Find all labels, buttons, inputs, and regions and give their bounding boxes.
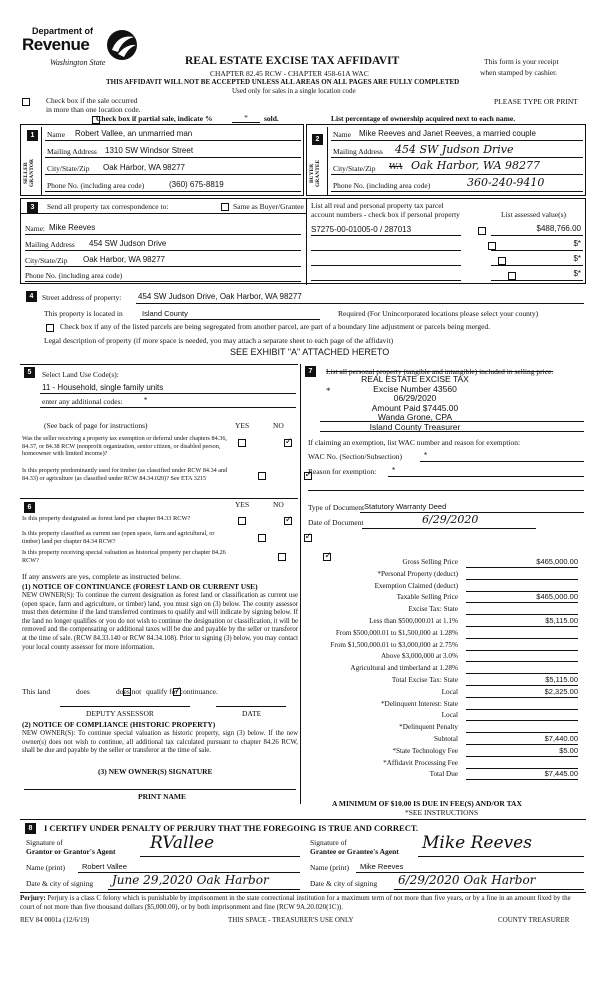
form-warning: THIS AFFIDAVIT WILL NOT BE ACCEPTED UNLESS ALL AREAS ON ALL PAGES ARE FULLY COMPLETED <box>106 78 460 86</box>
stamp-line-1: REAL ESTATE EXCISE TAX <box>361 374 469 384</box>
section-5 <box>20 364 298 498</box>
tax-row-label: Total Due <box>429 770 458 779</box>
tax-row-value[interactable] <box>466 581 578 592</box>
county-treasurer: COUNTY TREASURER <box>498 916 570 924</box>
stamp-line-2: Excise Number 43560 <box>373 383 457 394</box>
parcel-personal-checkbox-1[interactable] <box>478 227 486 235</box>
seller-side-label: SELLER GRANTOR <box>23 159 35 188</box>
legal-label: Legal description of property (if more space is needed, you may attach a separate sheet to each page of the affidavit) <box>44 336 394 345</box>
tax-row-value[interactable] <box>466 663 578 674</box>
tax-row-value[interactable] <box>466 628 578 639</box>
doc-date-label: Date of Document <box>308 518 364 527</box>
tax-row-value[interactable]: $7,445.00 <box>466 769 578 780</box>
reason[interactable]: * <box>392 466 396 475</box>
notice1-text: NEW OWNER(S): To continue the current designation as forest land or classification as current use (open space, farm and agriculture, or timber) land, you must sign on (3) below. The county assessor must then determine if the land transferred continues to qualify and will indicate by signing below. If the land no longer qualifies or you do not wish to continue the designation or classification, it will be removed and the compensating or additional taxes will be due and payable by the seller or transferor at the time of sale. (RCW 84.33.140 or RCW 84.34.108). Prior to signing (3) below, you may contact your local county assessor for more information. <box>22 592 298 651</box>
parcel-value-2[interactable]: $* <box>573 239 581 248</box>
deputy-assessor-label: DEPUTY ASSESSOR <box>86 709 154 718</box>
corr-address[interactable]: 454 SW Judson Drive <box>89 239 167 248</box>
receipt-note-2: when stamped by cashier. <box>480 68 558 77</box>
buyer-city-struck: WA <box>389 162 403 171</box>
tax-row-value[interactable]: $5,115.00 <box>466 675 578 686</box>
section-6 <box>20 498 300 803</box>
print-name-label: PRINT NAME <box>138 792 186 801</box>
parcel-account-1[interactable]: S7275-00-01005-0 / 287013 <box>311 225 412 234</box>
land-use-code[interactable]: 11 - Household, single family units <box>42 383 164 392</box>
correspondence-label: Send all property tax correspondence to: <box>47 202 169 211</box>
tax-row-value[interactable] <box>466 604 578 615</box>
grantee-sig-label-1: Signature of <box>310 838 347 847</box>
section-4 <box>20 288 586 360</box>
corr-city-label: City/State/Zip <box>25 256 68 265</box>
receipt-note-1: This form is your receipt <box>484 57 559 66</box>
form-title: REAL ESTATE EXCISE TAX AFFIDAVIT <box>185 55 400 67</box>
notice2-title: (2) NOTICE OF COMPLIANCE (HISTORIC PROPERTY) <box>22 720 216 729</box>
buyer-phone-label: Phone No. (including area code) <box>333 181 431 190</box>
s6-q3: Is this property receiving special valuation as historical property per chapter 84.26 RCW? <box>22 549 226 564</box>
tax-row-label: Subtotal <box>434 735 458 743</box>
section-8-number: 8 <box>25 823 36 834</box>
land-use-label: Select Land Use Code(s): <box>42 370 119 379</box>
exemption-label: If claiming an exemption, list WAC number and reason for exemption: <box>308 438 521 447</box>
tax-row-label: *Affidavit Processing Fee <box>383 758 458 767</box>
tax-row-label: Exemption Claimed (deduct) <box>374 581 458 590</box>
ownership-pct-note: List percentage of ownership acquired next to each name. <box>331 114 516 123</box>
dor-swirl-icon <box>104 28 140 62</box>
section-7 <box>300 364 586 524</box>
legal-description[interactable]: SEE EXHIBIT "A" ATTACHED HERETO <box>230 347 390 357</box>
s5-q1: Was the seller receiving a property tax exemption or deferral under chapters 84.36, 84.37, or 84.38 RCW (nonprofit organization, senior citizen, or disabled person, homeowner with limited income)? <box>22 435 227 458</box>
section-4-number: 4 <box>26 291 37 302</box>
located-label: This property is located in <box>44 309 123 318</box>
tax-row-label: From $1,500,000.01 to $3,000,000 at 2.75% <box>330 640 458 649</box>
qualify-label: qualify for continuance. <box>146 687 218 696</box>
does-not-label: does not <box>116 687 142 696</box>
certify-statement: I CERTIFY UNDER PENALTY OF PERJURY THAT THE FOREGOING IS TRUE AND CORRECT. <box>44 823 419 833</box>
tax-row-value[interactable] <box>466 758 578 769</box>
tax-row-value[interactable] <box>466 722 578 733</box>
tax-row-label: Gross Selling Price <box>402 558 458 566</box>
doc-type-label: Type of Document <box>308 503 365 512</box>
s6-q1-no[interactable] <box>284 517 292 525</box>
s6-q3-yes[interactable] <box>278 553 286 561</box>
grantee-signature[interactable]: Mike Reeves <box>422 833 532 853</box>
see-instructions: *SEE INSTRUCTIONS <box>405 808 479 817</box>
corr-address-label: Mailing Address <box>25 240 75 249</box>
dept-of: Department of <box>32 26 94 36</box>
assessed-header: List assessed value(s) <box>501 210 566 219</box>
buyer-section <box>306 124 586 196</box>
tax-row-label: Above $3,000,000 at 3.0% <box>380 652 458 661</box>
street-address[interactable]: 454 SW Judson Drive, Oak Harbor, WA 98277 <box>138 292 302 301</box>
partial-sale-percent[interactable]: * <box>232 113 260 123</box>
same-as-buyer-checkbox[interactable] <box>221 203 229 211</box>
section-5-number: 5 <box>24 367 35 378</box>
county-required-note: Required (For Unincorporated locations please select your county) <box>338 309 539 318</box>
tax-row-value[interactable]: $2,325.00 <box>466 687 578 698</box>
parcels-header-2: account numbers - check box if personal property <box>311 210 460 219</box>
additional-codes[interactable]: * <box>144 396 148 405</box>
stamp-line-5: Wanda Grone, CPA <box>377 412 453 422</box>
grantee-sig-label-2: Grantee or Grantee's Agent <box>310 847 399 856</box>
seller-phone-label: Phone No. (including area code) <box>47 181 145 190</box>
corr-name[interactable]: Mike Reeves <box>49 223 96 232</box>
tax-row-value[interactable] <box>466 651 578 662</box>
grantor-sig-label-2: Grantor or Grantor's Agent <box>26 847 116 856</box>
s5-yes-header: YES <box>235 421 250 430</box>
washington-state: Washington State <box>50 58 106 67</box>
grantee-date-city[interactable]: 6/29/2020 Oak Harbor <box>398 873 536 887</box>
tax-row-value[interactable] <box>466 640 578 651</box>
form-chapter: CHAPTER 82.45 RCW - CHAPTER 458-61A WAC <box>210 69 369 78</box>
seller-city[interactable]: Oak Harbor, WA 98277 <box>103 163 185 172</box>
sold-label: sold. <box>264 114 279 123</box>
please-type: PLEASE TYPE OR PRINT <box>494 97 578 106</box>
buyer-phone[interactable]: 360-240-9410 <box>467 176 545 189</box>
doc-date[interactable]: 6/29/2020 <box>422 513 479 526</box>
s5-no-header: NO <box>273 421 284 430</box>
tax-row-label: *State Technology Fee <box>392 746 458 755</box>
s5-q2-yes[interactable] <box>258 472 266 480</box>
s5-q1-yes[interactable] <box>238 439 246 447</box>
tax-row-value[interactable]: $7,440.00 <box>466 734 578 745</box>
parcel-value-3[interactable]: $* <box>573 254 581 263</box>
grantee-date-label: Date & city of signing <box>310 879 378 888</box>
s5-q1-no[interactable] <box>284 439 292 447</box>
section-6-number: 6 <box>24 502 35 513</box>
dor-logo <box>20 24 140 72</box>
tax-row-label: Agricultural and timberland at 1.28% <box>350 664 458 673</box>
section-3-number: 3 <box>27 202 38 213</box>
seller-city-label: City/State/Zip <box>47 164 90 173</box>
buyer-address-label: Mailing Address <box>333 147 383 156</box>
s5-q2: Is this property predominantly used for timber (as classified under RCW 84.34 and 84.33) or agriculture (as classified under RCW 84.34.020)? See ETA 3215 <box>22 467 228 482</box>
stamp-line-6: Island County Treasurer <box>369 421 461 432</box>
perjury-text: Perjury is a class C felony which is punishable by imprisonment in the state correctional institution for a maximum term of not more than five years, or by a fine in an amount fixed by the court of not more than five thousand dollars ($5,000.00), or by both imprisonment and fine (RCW 9A.20.020(1C)). <box>20 894 571 911</box>
tax-calculation <box>300 558 586 788</box>
correspondence-section <box>20 198 586 284</box>
tax-row-label: Taxable Selling Price <box>396 593 458 602</box>
wac-number[interactable]: * <box>424 451 428 460</box>
multi-location-checkbox[interactable] <box>22 98 30 106</box>
grantor-sig-label-1: Signature of <box>26 838 63 847</box>
perjury-label: Perjury: <box>20 894 46 902</box>
seller-section <box>20 124 304 196</box>
county[interactable]: Island County <box>142 309 188 318</box>
seller-address-label: Mailing Address <box>47 147 97 156</box>
new-owner-sig-label: (3) NEW OWNER(S) SIGNATURE <box>98 767 213 776</box>
tax-row-label: Excise Tax: State <box>408 605 458 614</box>
multi-location-label-1: Check box if the sale occurred <box>46 96 138 105</box>
buyer-address[interactable]: 454 SW Judson Drive <box>395 143 514 156</box>
tax-row-value[interactable] <box>466 710 578 721</box>
form-number: REV 84 0001a (12/6/19) <box>20 916 90 924</box>
tax-row-value[interactable]: $465,000.00 <box>466 557 578 568</box>
seller-phone[interactable]: (360) 675-8819 <box>169 180 224 189</box>
tax-row-label: Less than $500,000.01 at 1.1% <box>369 617 458 625</box>
excise-stamp <box>340 375 490 432</box>
notice1-title: (1) NOTICE OF CONTINUANCE (FOREST LAND OR CURRENT USE) <box>22 582 258 591</box>
grantor-date-label: Date & city of signing <box>26 879 94 888</box>
single-location-note: Used only for sales in a single location code <box>232 87 356 95</box>
buyer-name[interactable]: Mike Reeves and Janet Reeves, a married couple <box>359 129 536 138</box>
corr-name-label: Name: <box>25 224 45 233</box>
stamp-line-3: 06/29/2020 <box>393 393 437 403</box>
buyer-city-label: City/State/Zip <box>333 164 376 173</box>
personal-property-label: List all personal property (tangible and intangible) included in selling price. <box>326 367 554 376</box>
tax-row-value[interactable] <box>466 569 578 580</box>
buyer-side-label: BUYER GRANTEE <box>309 159 321 187</box>
reason-label: Reason for exemption: <box>308 467 377 476</box>
revenue-wordmark: Revenue <box>22 35 90 54</box>
tax-row-value[interactable]: $5.00 <box>466 746 578 757</box>
buyer-name-label: Name <box>333 130 351 139</box>
if-yes-instruction: If any answers are yes, complete as instructed below. <box>22 572 182 581</box>
tax-row-label: Total Excise Tax: State <box>391 676 458 684</box>
tax-row-label: From $500,000.01 to $1,500,000 at 1.28% <box>335 628 458 637</box>
s6-yes-header: YES <box>235 500 250 509</box>
same-as-buyer-label: Same as Buyer/Grantee <box>233 202 304 211</box>
stamp-line-4: Amount Paid $7445.00 <box>371 402 459 413</box>
tax-row-value[interactable]: $465,000.00 <box>466 592 578 603</box>
tax-row-value[interactable] <box>466 699 578 710</box>
multi-location-label-2: in more than one location code. <box>46 105 141 114</box>
buyer-city[interactable]: Oak Harbor, WA 98277 <box>411 159 541 172</box>
seller-name[interactable]: Robert Vallee, an unmarried man <box>75 129 193 138</box>
tax-row-label: Local <box>441 687 458 696</box>
parcel-value-4[interactable]: $* <box>573 269 581 278</box>
s6-q2-yes[interactable] <box>258 534 266 542</box>
s6-no-header: NO <box>273 500 284 509</box>
tax-row-label: *Personal Property (deduct) <box>377 569 458 578</box>
tax-row-label: *Delinquent Interest: State <box>380 699 458 708</box>
section-8 <box>20 819 586 901</box>
partial-sale-label: Check box if partial sale, indicate % <box>96 114 213 123</box>
section-7-number: 7 <box>305 366 316 377</box>
deputy-date-label: DATE <box>242 709 262 718</box>
s6-q1: Is this property designated as forest land per chapter 84.33 RCW? <box>22 515 191 522</box>
seller-name-label: Name <box>47 130 65 139</box>
corr-city[interactable]: Oak Harbor, WA 98277 <box>83 255 165 264</box>
grantor-signature[interactable]: RVallee <box>150 833 215 853</box>
grantor-date-city[interactable]: June 29,2020 Oak Harbor <box>112 873 269 887</box>
perjury-notice <box>20 894 586 912</box>
minimum-due-note: A MINIMUM OF $10.00 IS DUE IN FEE(S) AND/OR TAX <box>332 799 522 808</box>
s6-q2-no[interactable] <box>304 534 312 542</box>
parcels-header-1: List all real and personal property tax parcel <box>311 201 444 210</box>
see-back-instructions: (See back of page for instructions) <box>44 421 148 430</box>
grantee-name-label: Name (print) <box>310 863 349 872</box>
s6-q2: Is this property classified as current use (open space, farm and agricultural, or timber) land per chapter 84.34 RCW? <box>22 530 215 545</box>
does-label: does <box>76 687 90 696</box>
grantee-name[interactable]: Mike Reeves <box>360 862 404 871</box>
street-label: Street address of property: <box>42 293 122 302</box>
this-land-label: This land <box>22 687 51 696</box>
segregated-checkbox[interactable] <box>46 324 54 332</box>
corr-phone-label: Phone No. (including area code) <box>25 271 123 280</box>
seller-address[interactable]: 1310 SW Windsor Street <box>105 146 194 155</box>
section-2-number: 2 <box>312 134 323 145</box>
s6-q1-yes[interactable] <box>238 517 246 525</box>
segregated-label: Check box if any of the listed parcels are being segregated from another parcel, are part of a boundary line adjustment or parcels being merged. <box>60 322 491 331</box>
notice2-text: NEW OWNER(S): To continue special valuation as historic property, sign (3) below. If the new owner(s) does not wish to continue, all additional tax calculated pursuant to chapter 84.26 RCW, shall be due and payable by the seller or transferor at the time of sale. <box>22 730 298 755</box>
wac-label: WAC No. (Section/Subsection) <box>308 452 402 461</box>
grantor-name-label: Name (print) <box>26 863 65 872</box>
tax-row-label: *Delinquent Penalty <box>399 723 458 732</box>
doc-type[interactable]: Statutory Warranty Deed <box>364 502 447 511</box>
tax-row-label: Local <box>441 711 458 720</box>
grantor-name[interactable]: Robert Vallee <box>82 862 127 871</box>
section-1-number: 1 <box>27 130 38 141</box>
stamp-star: * <box>326 386 331 396</box>
additional-codes-label: enter any additional codes: <box>42 397 123 406</box>
treasurer-use: THIS SPACE - TREASURER'S USE ONLY <box>228 916 354 924</box>
tax-row-value[interactable]: $5,115.00 <box>466 616 578 627</box>
parcel-value-1[interactable]: $488,766.00 <box>536 224 581 233</box>
